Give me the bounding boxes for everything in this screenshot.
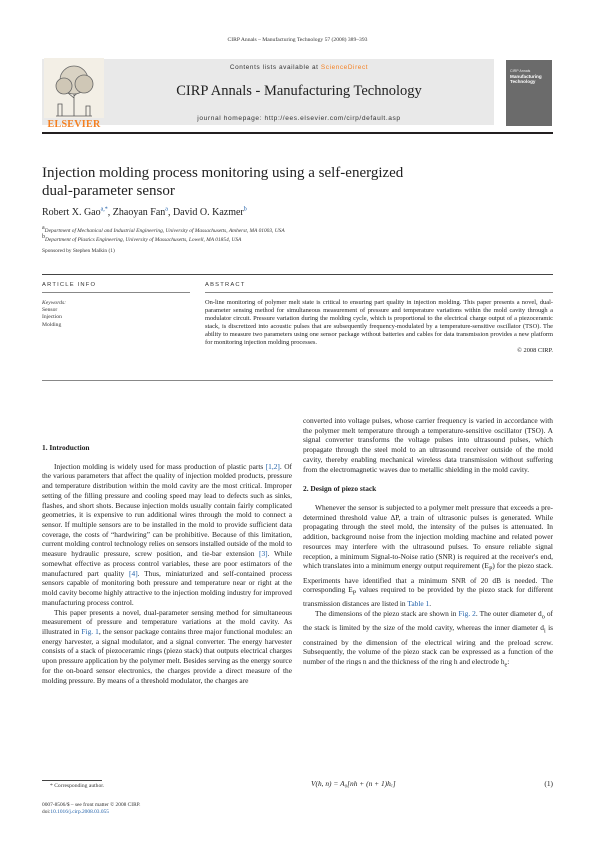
affiliation-text: Department of Mechanical and Industrial Engineering, University of Massachusetts, Amherst, MA 01003, USA: [44, 228, 285, 234]
keyword: Injection: [42, 314, 62, 321]
contents-prefix: Contents lists available at: [229, 64, 321, 71]
intro-paragraph-1: Injection molding is widely used for mass production of plastic parts [1,2]. Of the various parameters that affect the quality of injection molded products, pressure and temperature distribution within the mold cavity are the most critical. Improper setting of the filling pressure and cooling speed may lead to defects such as sinks, flashes, and short shots. Because injection molds usually contain fairly complicated geometries, it is expensive to run additional wires through the mold to connect a sensor. If multiple sensors are to be installed in the mold to provide sufficient data coverage, the costs of “hardwiring” can be prohibitive. Because of this limitation, current molding control technology relies on sensors installed outside of the mold to measure hydraulic pressure, screw position, and tie-bar extension [3]. While somewhat effective as process control variables, these are poor estimators of the manufactured part quality [4]. Thus, miniaturized and self-contained process sensors capable of monitoring both pressure and temperature near or right at the mold cavity become highly attractive to the injection molding industry for improved manufacturing process control.: [42, 461, 293, 607]
piezo-paragraph-2: The dimensions of the piezo stack are shown in Fig. 2. The outer diameter $d_o$ of the stack is limited by the size of the mold cavity, whereas the inner diameter $d_i$ is constrained by the dimension of the electrical wiring and the preload screw. Subsequently, the volume of the piezo stack can be expressed as a function of the number of the rings n and the thickness of the ring h and electrode $h_e$:: [303, 609, 553, 669]
info-divider: [42, 274, 553, 275]
abstract-bottom-rule: [42, 380, 553, 381]
masthead-divider: [42, 132, 553, 134]
journal-citation: CIRP Annals – Manufacturing Technology 57 (2008) 389–393: [227, 37, 368, 43]
doi-link[interactable]: 10.1016/j.cirp.2008.03.055: [50, 809, 109, 815]
equation-number: (1): [544, 779, 553, 788]
author-separator: ,: [107, 207, 113, 218]
reference-link[interactable]: [1,2]: [265, 461, 280, 471]
right-column: [303, 416, 553, 671]
figure-link[interactable]: Fig. 1: [81, 626, 99, 636]
reference-link[interactable]: [4]: [129, 568, 138, 578]
publisher-name: ELSEVIER: [47, 119, 101, 130]
affiliation-mark: b: [42, 234, 45, 241]
table-link[interactable]: Table 1: [407, 599, 430, 609]
figure-link[interactable]: Fig. 2: [458, 609, 476, 619]
issn-block: [42, 802, 140, 816]
author-marks[interactable]: b: [243, 206, 247, 213]
author-name[interactable]: Zhaoyan Fan: [112, 207, 166, 218]
journal-homepage[interactable]: journal homepage: http://ees.elsevier.com/cirp/default.asp: [197, 115, 401, 122]
author-separator: ,: [167, 207, 173, 218]
author-marks[interactable]: a,*: [100, 206, 108, 213]
cover-series: CIRP Annals: [510, 69, 531, 73]
doi-label: doi:: [42, 809, 51, 815]
sponsor-note: Sponsored by Stephen Malkin (1): [42, 248, 115, 254]
intro-paragraph-continued: converted into voltage pulses, whose carrier frequency is varied in accordance with the polymer melt temperature through a temperature-sensitive oscillator (TSO). A signal converter transforms the voltage pulses into ultrasound pulses, which propagate through the steel mold to an ultrasound receiver outside of the mold cavity, thereby enabling mechanical wireless data transmission without suffering from the electromagnetic waves due to metallic shielding in the mold cavity.: [303, 416, 553, 474]
affiliation: [42, 225, 285, 234]
left-column: [42, 443, 292, 685]
author-list: [42, 207, 247, 218]
title-line-1: Injection molding process monitoring using a self-energized: [42, 165, 404, 181]
keywords-block: [42, 300, 66, 329]
abstract-text: On-line monitoring of polymer melt state is critical to ensuring part quality in injection molding. This paper presents a novel, dual-parameter sensing method for simultaneous measurement of pressure and temperature variations within the mold cavity through a modulator circuit. Pressure variation during the molding cycle, which is proportional to the electrical charge output of a piezoceramic stack, is discretized into acoustic pulses that are subsequently frequency-modulated by a temperature-sensitive oscillator (TSO). The ability to measure two parameters using one sensor package without batteries and cables for data transmission provides a new platform for monitoring injection molding processes.: [205, 299, 553, 346]
affiliation-text: Department of Plastics Engineering, University of Massachusetts, Lowell, MA 01854, USA: [45, 237, 242, 243]
abstract-heading: ABSTRACT: [205, 282, 246, 288]
abstract-body: [205, 299, 553, 355]
abstract-rule: [205, 292, 553, 293]
reference-link[interactable]: [3]: [259, 549, 268, 559]
affiliation-mark: a: [42, 225, 45, 232]
piezo-paragraph-1: Whenever the sensor is subjected to a polymer melt pressure that exceeds a pre-determined threshold value ΔP, a train of ultrasonic pulses is generated. While propagating through the steel mold, the intensity of the pulses is attenuated. In addition, background noise from the injection molding machine and related power resources may interfere with the ultrasound pulses. To ensure reliable signal reception, a minimum Signal-to-Noise ratio (SNR) is required at the receiver's end, which translates into a minimum energy output requirement $(E_P)$ for the piezo stack. Experiments have identified that a minimum SNR of 20 dB is needed. The corresponding $E_P$ values required to be provided by the piezo stack for different transmission distances are listed in Table 1.: [303, 503, 553, 609]
title-line-2: dual-parameter sensor: [42, 183, 175, 199]
author-name[interactable]: Robert X. Gao: [42, 207, 101, 218]
author-marks[interactable]: a: [165, 206, 168, 213]
keyword: Molding: [42, 321, 62, 328]
equation-text: V(h, n) = A₀[nh + (n + 1)hₑ]: [311, 779, 396, 788]
article-info-rule: [42, 292, 190, 293]
contents-availability: [104, 64, 494, 71]
corresponding-author-note: * Corresponding author.: [50, 783, 105, 789]
author-name[interactable]: David O. Kazmer: [172, 207, 244, 218]
piezo-heading: 2. Design of piezo stack: [303, 484, 377, 494]
affiliation: [42, 234, 242, 243]
intro-paragraph-2: This paper presents a novel, dual-parameter sensing method for simultaneous measurement of pressure and temperature variations at the mold cavity. As illustrated in Fig. 1, the sensor package contains three major functional modules: an energy harvester, a signal modulator, and a signal converter. The energy harvester consists of a stack of piezoceramic rings (piezo stack) that outputs electrical charges upon pressure application by the polymer melt. Besides serving as the energy source for the on-board sensor electronics, the charges provide a direct measure of the molding pressure. By means of a threshold modulator, the charges are: [42, 607, 293, 685]
journal-cover: [506, 60, 552, 126]
keyword: Sensor: [42, 307, 58, 314]
article-info-heading: ARTICLE INFO: [42, 282, 97, 288]
introduction-heading: 1. Introduction: [42, 443, 90, 452]
abstract-copyright: © 2008 CIRP.: [517, 346, 553, 354]
article-title: [42, 164, 472, 200]
footnote-rule: [42, 780, 102, 781]
cover-title: Manufacturing Technology: [510, 74, 542, 85]
sciencedirect-link[interactable]: ScienceDirect: [320, 64, 369, 71]
keywords-label: Keywords:: [42, 300, 67, 306]
equation-1: [311, 779, 553, 788]
journal-title: CIRP Annals - Manufacturing Technology: [176, 83, 422, 99]
issn-line: 0007-8506/$ – see front matter © 2008 CIRP.: [42, 802, 141, 808]
